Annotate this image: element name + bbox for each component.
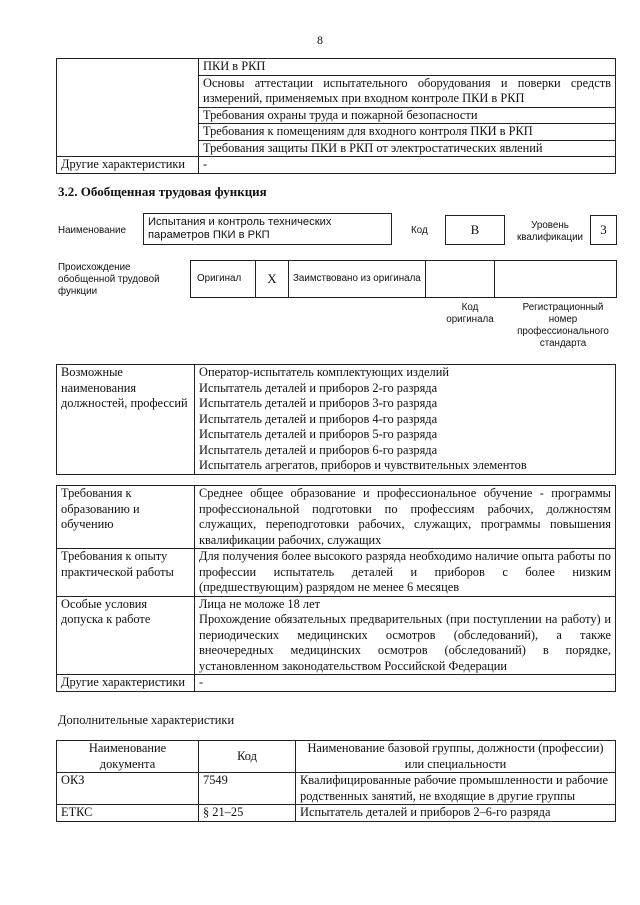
position-item: Испытатель деталей и приборов 5-го разряда: [195, 427, 616, 443]
position-item: Испытатель деталей и приборов 2-го разряда: [195, 381, 616, 397]
additional-title: Дополнительные характеристики: [58, 713, 235, 727]
header-group-name: Наименование базовой группы, должности (профессии) или специальности: [296, 741, 616, 773]
reg-caption: Регистрационный номер профессионального стандарта: [517, 302, 609, 349]
special-conditions-value: [195, 596, 616, 675]
special-line-medical: Прохождение обязательных предварительных (при поступлении на работу) и периодических медицинских осмотров (обследований), а также внеочередных медицинских осмотров (обследований) в порядке, установленном законодательством Российской Федерации: [199, 612, 611, 673]
top-table-left-cell: [57, 59, 199, 157]
top-table-row: Требования охраны труда и пожарной безопасности: [199, 107, 616, 124]
borrowed-label: Заимствовано из оригинала: [289, 261, 426, 298]
additional-row-code: 7549: [199, 773, 296, 805]
education-label: Требования к образованию и обучению: [57, 486, 195, 549]
experience-label: Требования к опыту практической работы: [57, 549, 195, 597]
header-code: Код: [199, 741, 296, 773]
function-name-box: Испытания и контроль технических параметров ПКИ в РКП: [143, 213, 392, 245]
positions-label: Возможные наименования должностей, профессий: [57, 365, 195, 475]
other-characteristics-value: -: [199, 157, 616, 174]
position-item: Испытатель агрегатов, приборов и чувствительных элементов: [195, 458, 616, 474]
origin-label: Происхождение обобщенной трудовой функции: [58, 262, 160, 297]
additional-table: [56, 740, 616, 822]
positions-table: [56, 364, 616, 475]
req-other-label: Другие характеристики: [57, 675, 195, 692]
additional-row-name: Квалифицированные рабочие промышленности и рабочие родственных занятий, не входящие в другие группы: [296, 773, 616, 805]
level-label: Уровень квалификации: [516, 220, 584, 243]
special-conditions-label: Особые условия допуска к работе: [57, 596, 195, 675]
experience-value: Для получения более высокого разряда необходимо наличие опыта работы по профессии испытатель деталей и приборов с более низким (предшествующим) разрядом не менее 6 месяцев: [195, 549, 616, 597]
top-table-row: Требования защиты ПКИ в РКП от электростатических явлений: [199, 140, 616, 157]
original-code-cell: [426, 261, 495, 298]
original-mark: X: [256, 261, 289, 298]
special-line-age: Лица не моложе 18 лет: [199, 596, 321, 611]
reg-number-cell: [495, 261, 617, 298]
page-number: 8: [317, 33, 323, 47]
origin-table: [190, 260, 617, 298]
level-value-box: 3: [590, 215, 617, 245]
additional-row-doc: ОКЗ: [57, 773, 199, 805]
code-label: Код: [411, 225, 428, 236]
original-label: Оригинал: [191, 261, 256, 298]
additional-row-doc: ЕТКС: [57, 805, 199, 822]
req-other-value: -: [195, 675, 616, 692]
header-document: Наименование документа: [57, 741, 199, 773]
name-label: Наименование: [58, 225, 126, 236]
other-characteristics-label: Другие характеристики: [57, 157, 199, 174]
position-item: Оператор-испытатель комплектующих изделий: [195, 365, 616, 381]
additional-row-code: § 21–25: [199, 805, 296, 822]
position-item: Испытатель деталей и приборов 6-го разряда: [195, 443, 616, 459]
top-table-row: Основы аттестации испытательного оборудования и поверки средств измерений, применяемых при входном контроле ПКИ в РКП: [199, 75, 616, 107]
requirements-table: [56, 485, 616, 692]
code-value-box: B: [445, 215, 505, 245]
education-value: Среднее общее образование и профессиональное обучение - программы профессиональной подготовки по профессиям рабочих, должностям служащих, переподготовки рабочих, служащих, программы повышения квалификации рабочих, служащих: [195, 486, 616, 549]
top-knowledge-table: [56, 58, 616, 174]
position-item: Испытатель деталей и приборов 4-го разряда: [195, 412, 616, 428]
top-table-row: ПКИ в РКП: [199, 59, 616, 76]
code-caption: Код оригинала: [446, 302, 494, 325]
section-title: 3.2. Обобщенная трудовая функция: [58, 184, 267, 199]
position-item: Испытатель деталей и приборов 3-го разряда: [195, 396, 616, 412]
top-table-row: Требования к помещениям для входного контроля ПКИ в РКП: [199, 124, 616, 141]
additional-row-name: Испытатель деталей и приборов 2–6-го разряда: [296, 805, 616, 822]
